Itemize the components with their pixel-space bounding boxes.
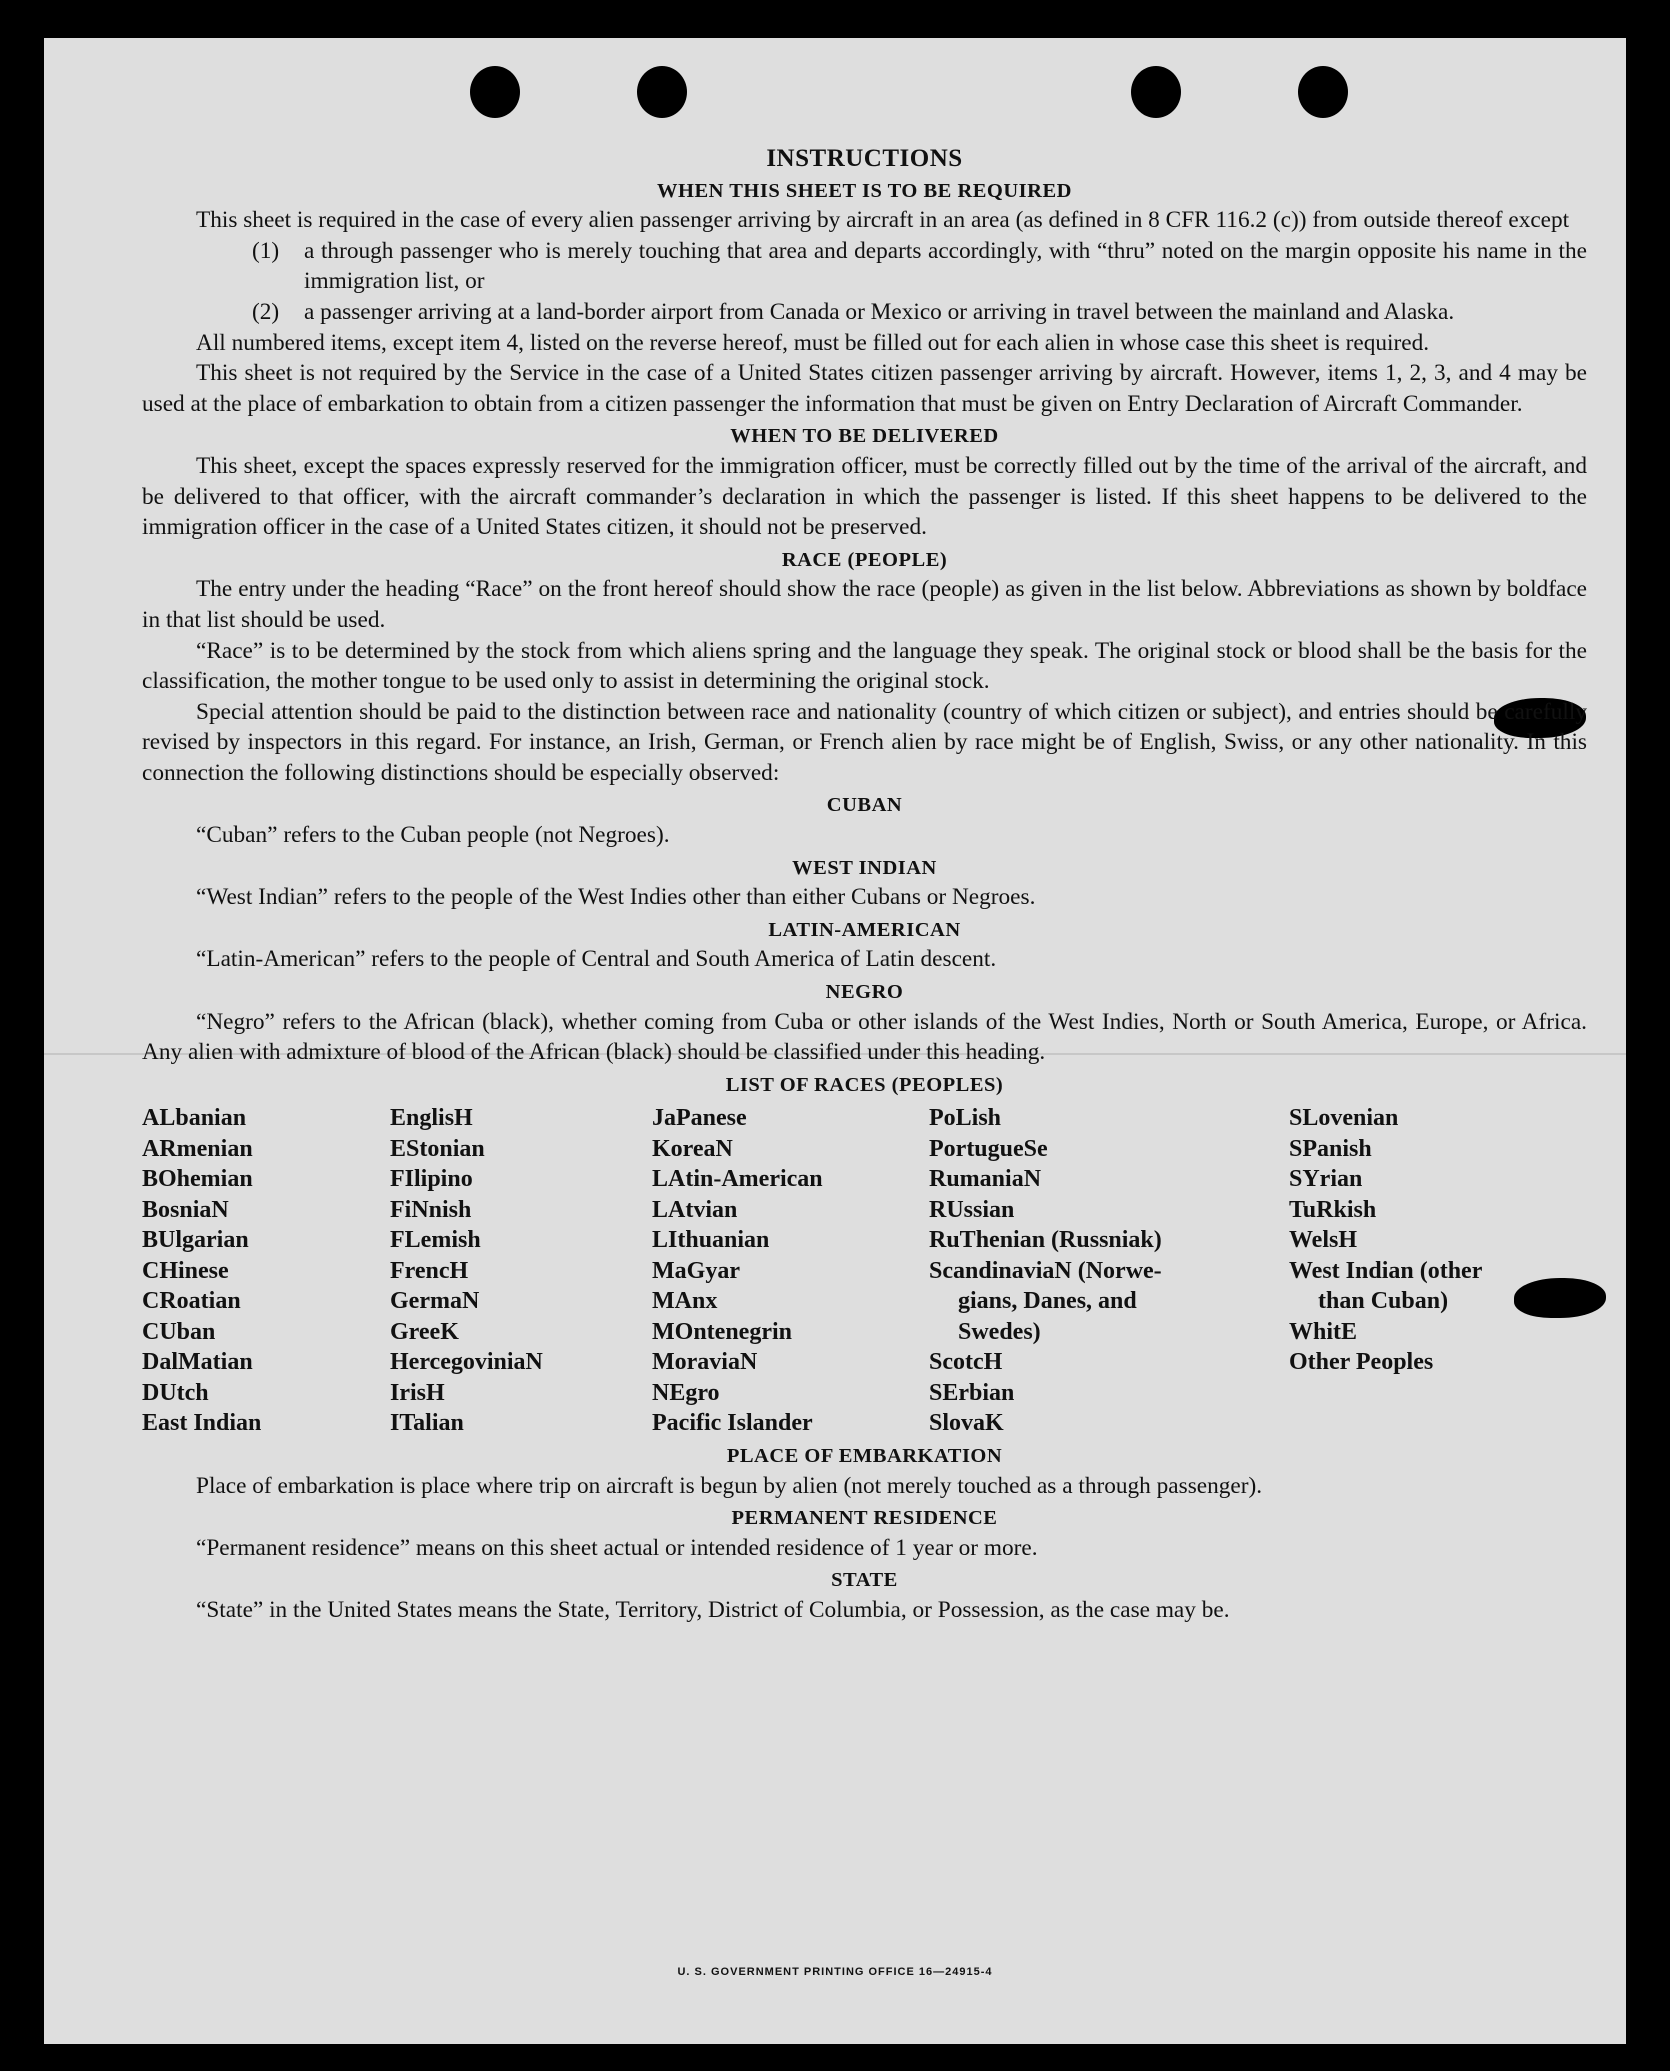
race-entry: MaGyar: [652, 1257, 740, 1284]
race-entry: SLovenian: [1289, 1105, 1399, 1132]
paragraph: “Latin-American” refers to the people of Central and South America of Latin descent.: [196, 946, 997, 973]
paragraph: Special attention should be paid to the distinction between race and nationality (country of which citizen or subject), and entries should be carefully revised by inspectors in this regard. For instance, an Irish, German, or French alien by race might be of English, Swiss, or any other nationality. In this connection the following distinctions should be especially observed:: [142, 698, 1587, 786]
race-entry: FIlipino: [390, 1166, 473, 1193]
race-entry: FrencH: [390, 1257, 469, 1284]
document-page: [44, 38, 1626, 2044]
race-entry: SPanish: [1289, 1135, 1372, 1162]
race-entry: ITalian: [390, 1410, 464, 1437]
race-entry: MOntenegrin: [652, 1318, 792, 1345]
punch-hole: [1131, 66, 1181, 118]
list-item: [142, 236, 1587, 297]
race-entry: CRoatian: [142, 1288, 241, 1315]
race-entry: SYrian: [1289, 1166, 1363, 1193]
section-heading: PERMANENT RESIDENCE: [731, 1507, 998, 1530]
paragraph: “West Indian” refers to the people of the West Indies other than either Cubans or Negroes.: [196, 884, 1036, 911]
punch-hole: [470, 66, 520, 118]
race-entry: DalMatian: [142, 1349, 253, 1376]
race-list: [142, 1103, 1587, 1439]
race-entry: Other Peoples: [1289, 1349, 1434, 1376]
race-entry: SlovaK: [929, 1410, 1004, 1437]
paragraph: All numbered items, except item 4, listed on the reverse hereof, must be filled out for each alien in whose case this sheet is required.: [196, 329, 1430, 356]
section-heading: WEST INDIAN: [792, 856, 937, 879]
section-heading: NEGRO: [825, 981, 904, 1004]
race-column: [652, 1103, 929, 1439]
section-heading: WHEN THIS SHEET IS TO BE REQUIRED: [657, 179, 1072, 202]
race-entry: NEgro: [652, 1379, 720, 1406]
race-entry: RumaniaN: [929, 1166, 1042, 1193]
race-entry: CHinese: [142, 1257, 229, 1284]
race-entry: than Cuban): [1318, 1288, 1449, 1315]
race-entry: MoraviaN: [652, 1349, 758, 1376]
race-entry: RuThenian (Russniak): [929, 1227, 1162, 1254]
punch-hole: [1298, 66, 1348, 118]
race-entry: DUtch: [142, 1379, 209, 1406]
race-entry: SErbian: [929, 1379, 1015, 1406]
item-text: a through passenger who is merely touching that area and departs accordingly, with “thru” noted on the margin opposite his name in the immigration list, or: [304, 237, 1587, 295]
race-entry: RUssian: [929, 1196, 1015, 1223]
race-entry: BOhemian: [142, 1166, 253, 1193]
punch-hole: [637, 66, 687, 118]
section-heading: WHEN TO BE DELIVERED: [730, 425, 999, 448]
race-entry: KoreaN: [652, 1135, 733, 1162]
race-entry: JaPanese: [652, 1105, 747, 1132]
race-column: [1289, 1103, 1549, 1439]
item-text: a passenger arriving at a land-border airport from Canada or Mexico or arriving in travel between the mainland and Alaska.: [304, 298, 1455, 325]
paragraph: The entry under the heading “Race” on the front hereof should show the race (people) as given in the list below. Abbreviations as shown by boldface in that list should be used.: [142, 576, 1587, 633]
race-entry: Pacific Islander: [652, 1410, 813, 1437]
race-entry: EnglisH: [390, 1105, 473, 1132]
paragraph: “Cuban” refers to the Cuban people (not Negroes).: [196, 822, 670, 849]
race-entry: WhitE: [1289, 1318, 1358, 1345]
section-heading: LIST OF RACES (PEOPLES): [725, 1073, 1004, 1096]
race-column: [142, 1103, 390, 1439]
race-entry: Swedes): [958, 1318, 1041, 1345]
paragraph: This sheet is not required by the Service in the case of a United States citizen passenger arriving by aircraft. However, items 1, 2, 3, and 4 may be used at the place of embarkation to obtain from a citizen passenger the information that must be given on Entry Declaration of Aircraft Commander.: [142, 360, 1587, 417]
race-entry: ALbanian: [142, 1105, 247, 1132]
instructions-body: [142, 142, 1587, 1625]
race-entry: West Indian (other: [1289, 1257, 1483, 1284]
list-item: [142, 297, 1587, 328]
paragraph: “Negro” refers to the African (black), whether coming from Cuba or other islands of the West Indies, North or South America, Europe, or Africa. Any alien with admixture of blood of the African (black) should be classified under this heading.: [142, 1008, 1587, 1066]
race-entry: FiNnish: [390, 1196, 472, 1223]
section-heading: STATE: [831, 1569, 898, 1592]
race-entry: BosniaN: [142, 1196, 229, 1223]
race-entry: ScandinaviaN (Norwe-: [929, 1257, 1162, 1284]
section-heading: RACE (PEOPLE): [781, 548, 948, 571]
race-entry: PortugueSe: [929, 1135, 1048, 1162]
printer-imprint: U. S. GOVERNMENT PRINTING OFFICE 16—24915-4: [677, 1966, 993, 1978]
race-entry: GreeK: [390, 1318, 459, 1345]
race-entry: LAtin-American: [652, 1166, 823, 1193]
race-entry: EStonian: [390, 1135, 485, 1162]
paragraph: “Race” is to be determined by the stock from which aliens spring and the language they speak. The original stock or blood shall be the basis for the classification, the mother tongue to be used only to assist in determining the original stock.: [142, 637, 1587, 695]
race-entry: FLemish: [390, 1227, 481, 1254]
race-entry: ARmenian: [142, 1135, 253, 1162]
race-entry: CUban: [142, 1318, 216, 1345]
paragraph: “Permanent residence” means on this sheet actual or intended residence of 1 year or more.: [196, 1534, 1038, 1561]
paragraph: “State” in the United States means the State, Territory, District of Columbia, or Possession, as the case may be.: [196, 1596, 1230, 1623]
race-column: [929, 1103, 1289, 1439]
paragraph: Place of embarkation is place where trip on aircraft is begun by alien (not merely touched as a through passenger).: [196, 1472, 1263, 1499]
race-entry: ScotcH: [929, 1349, 1003, 1376]
section-heading: CUBAN: [826, 794, 903, 817]
race-entry: IrisH: [390, 1379, 445, 1406]
race-entry: WelsH: [1289, 1227, 1358, 1254]
race-entry: GermaN: [390, 1288, 480, 1315]
race-entry: East Indian: [142, 1410, 262, 1437]
section-heading: PLACE OF EMBARKATION: [726, 1444, 1003, 1467]
race-column: [390, 1103, 652, 1439]
race-entry: PoLish: [929, 1105, 1002, 1132]
race-entry: LAtvian: [652, 1196, 738, 1223]
page-title: INSTRUCTIONS: [766, 145, 963, 172]
race-entry: LIthuanian: [652, 1227, 770, 1254]
race-entry: HercegoviniaN: [390, 1349, 543, 1376]
paragraph: This sheet, except the spaces expressly reserved for the immigration officer, must be correctly filled out by the time of the arrival of the aircraft, and be delivered to that officer, with the aircraft commander’s declaration in which the passenger is listed. If this sheet happens to be delivered to the immigration officer in the case of a United States citizen, it should not be preserved.: [142, 452, 1587, 541]
section-heading: LATIN-AMERICAN: [768, 918, 961, 941]
item-number: (1): [252, 237, 280, 264]
paragraph: This sheet is required in the case of every alien passenger arriving by aircraft in an area (as defined in 8 CFR 116.2 (c)) from outside thereof except: [196, 207, 1570, 234]
race-entry: BUlgarian: [142, 1227, 249, 1254]
race-entry: gians, Danes, and: [958, 1288, 1137, 1315]
race-entry: TuRkish: [1289, 1196, 1377, 1223]
item-number: (2): [252, 298, 280, 325]
race-entry: MAnx: [652, 1288, 718, 1315]
